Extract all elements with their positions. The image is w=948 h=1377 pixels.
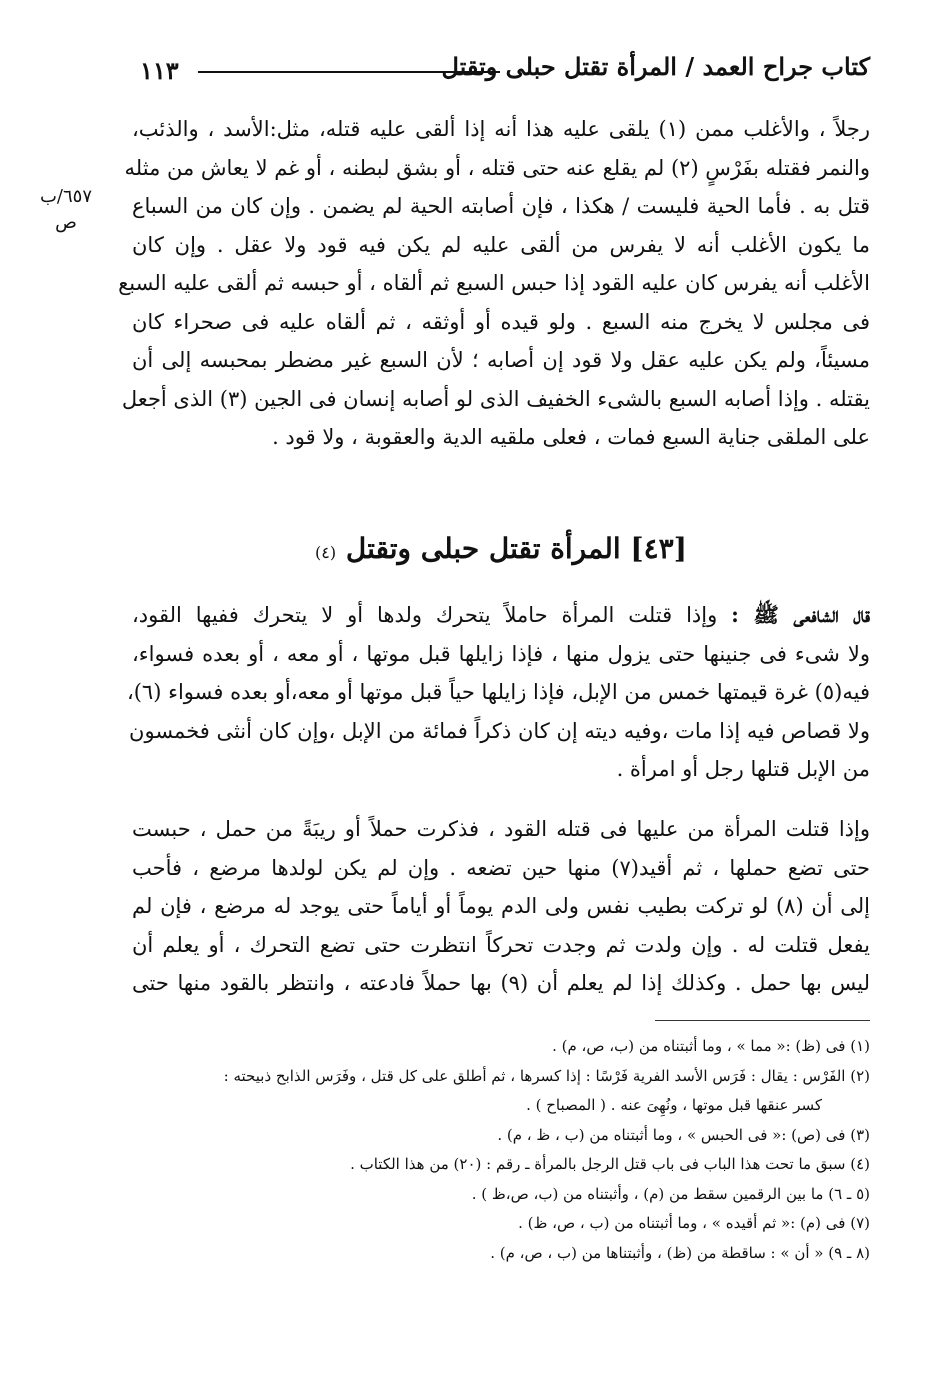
footnote: (٨ ـ ٩) « أن » : ساقطة من (ظ) ، وأثبتناها من (ب ، ص، م) . xyxy=(490,1243,870,1262)
footnote: (٧) فى (م) :« ثم أقيده » ، وما أثبتناه من (ب ، ص، ظ) . xyxy=(518,1214,870,1232)
footnote-marker: (٤) xyxy=(315,543,337,562)
text-line: فى مجلس لا يخرج منه السبع . ولو قيده أو أوثقه ، ثم ألقاه عليه فى صحراء كان xyxy=(132,309,870,334)
text-line: ليس بها حمل . وكذلك إذا لم يعلم أن (٩) بها حملاً فادعته ، وانتظر بالقود منها حتى xyxy=(132,971,870,995)
paragraph-pregnancy xyxy=(132,810,870,1003)
footnote: (١) فى (ظ) :« مما » ، وما أثبتناه من (ب، ص، م) . xyxy=(552,1037,870,1055)
page-header xyxy=(140,52,870,86)
text-line: من الإبل قتلها رجل أو امرأة . xyxy=(616,757,870,781)
text-line: ما يكون الأغلب أنه لا يفرس من ألقى عليه لم يكن فيه قود ولا عقل . وإن كان xyxy=(132,232,870,257)
text-line: حتى تضع حملها ، ثم أقيد(٧) منها حين تضعه . وإن لم يكن لولدها مرضع ، فأحب xyxy=(132,855,870,880)
text-line: ولا شىء فى جنينها حتى يزول منها ، فإذا زايلها قبل موتها ، أو معه ، أو بعده فسواء، xyxy=(132,641,870,666)
folio-reference: ٦٥٧/ب xyxy=(39,186,93,207)
text-line: يقتله . وإذا أصابه السبع بالشىء الخفيف الذى لو أصابه إنسان فى الجين (٣) الذى أجعل xyxy=(121,386,870,411)
text-line: إلى أن (٨) لو تركت بطيب نفس ولى الدم يوماً أو أياماً حتى يوجد له مرضع ، فإن لم xyxy=(132,894,870,918)
text-line: وإذا قتلت المرأة حاملاً يتحرك ولدها أو لا يتحرك ففيها القود، xyxy=(132,603,718,627)
footnote: (٤) سبق ما تحت هذا الباب فى باب قتل الرجل بالمرأة ـ رقم : (٢٠) من هذا الكتاب . xyxy=(350,1155,870,1173)
margin-note xyxy=(28,184,104,236)
paragraph-continuation xyxy=(118,110,870,457)
manuscript-siglum: ص xyxy=(55,212,77,233)
footnotes xyxy=(132,1032,870,1268)
section-heading xyxy=(132,532,870,565)
footnote-continuation: كسر عنقها قبل موتها ، ونُهِىَ عنه . ( المصباح ) . xyxy=(526,1096,822,1114)
footnote: (٣) فى (ص) :« فى الحبس » ، وما أثبتناه من (ب ، ظ ، م) . xyxy=(497,1125,870,1144)
running-title: كتاب جراح العمد / المرأة تقتل حبلى وتقتل xyxy=(441,52,870,81)
text-line: يفعل قتلت له . وإن ولدت ثم وجدت تحركاً انتظرت حتى تضع التحرك ، أو يعلم أن xyxy=(132,932,870,957)
footnote-separator xyxy=(655,1020,870,1021)
text-line: رجلاً ، والأغلب ممن (١) يلقى عليه هذا أنه إذا ألقى عليه قتله، مثل:الأسد ، والذئب، xyxy=(132,117,870,141)
text-line: والنمر فقتله بفَرْسٍ (٢) لم يقلع عنه حتى قتله ، أو بشق لبطنه ، أو غم لا يعاش من مثله xyxy=(124,155,870,180)
text-line: الأغلب أنه يفرس كان عليه القود إذا حبس السبع ثم ألقاه ، أو حبسه ثم ألقى عليه السبع xyxy=(118,271,870,295)
text-line: قتل به . فأما الحية فليست / هكذا ، فإن أصابته الحية لم يضمن . وإن كان من السباع xyxy=(132,194,870,218)
page-number: ١١٣ xyxy=(140,56,179,85)
paragraph-shafii xyxy=(126,596,870,789)
text-line: فيه(٥) غرة قيمتها خمس من الإبل، فإذا زايلها حياً قبل موتها أو معه،أو بعده فسواء (٦)، xyxy=(126,680,870,704)
footnote: (٢) الفَرْس : يقال : فَرَس الأسد الفرية فَرْسًا : إذا كسرها ، ثم أطلق على كل قتل ، وفَرَس الذابح ذبيحته : xyxy=(223,1066,870,1085)
text-line: على الملقى جناية السبع فمات ، فعلى ملقيه الدية والعقوبة ، ولا قود . xyxy=(272,425,870,449)
text-line: مسيئاً، ولم يكن عليه عقل ولا قود إن أصابه ؛ لأن السبع غير مضطر بمحبسه إلى أن xyxy=(132,348,870,372)
text-line: ولا قصاص فيه إذا مات ،وفيه ديته إن كان ذكراً فمائة من الإبل ،وإن كان أنثى فخمسون xyxy=(129,718,870,743)
speaker-lead: قال الشافعى ﷺ : xyxy=(731,602,870,627)
section-title: [٤٣] المرأة تقتل حبلى وتقتل xyxy=(345,532,687,565)
text-line: وإذا قتلت المرأة من عليها فى قتله القود ، فذكرت حملاً أو ريبَةً من حمل ، حبست xyxy=(132,817,870,841)
footnote: (٥ ـ ٦) ما بين الرقمين سقط من (م) ، وأثبتناه من (ب، ص،ظ ) . xyxy=(471,1184,870,1203)
text-line-first xyxy=(132,596,870,635)
